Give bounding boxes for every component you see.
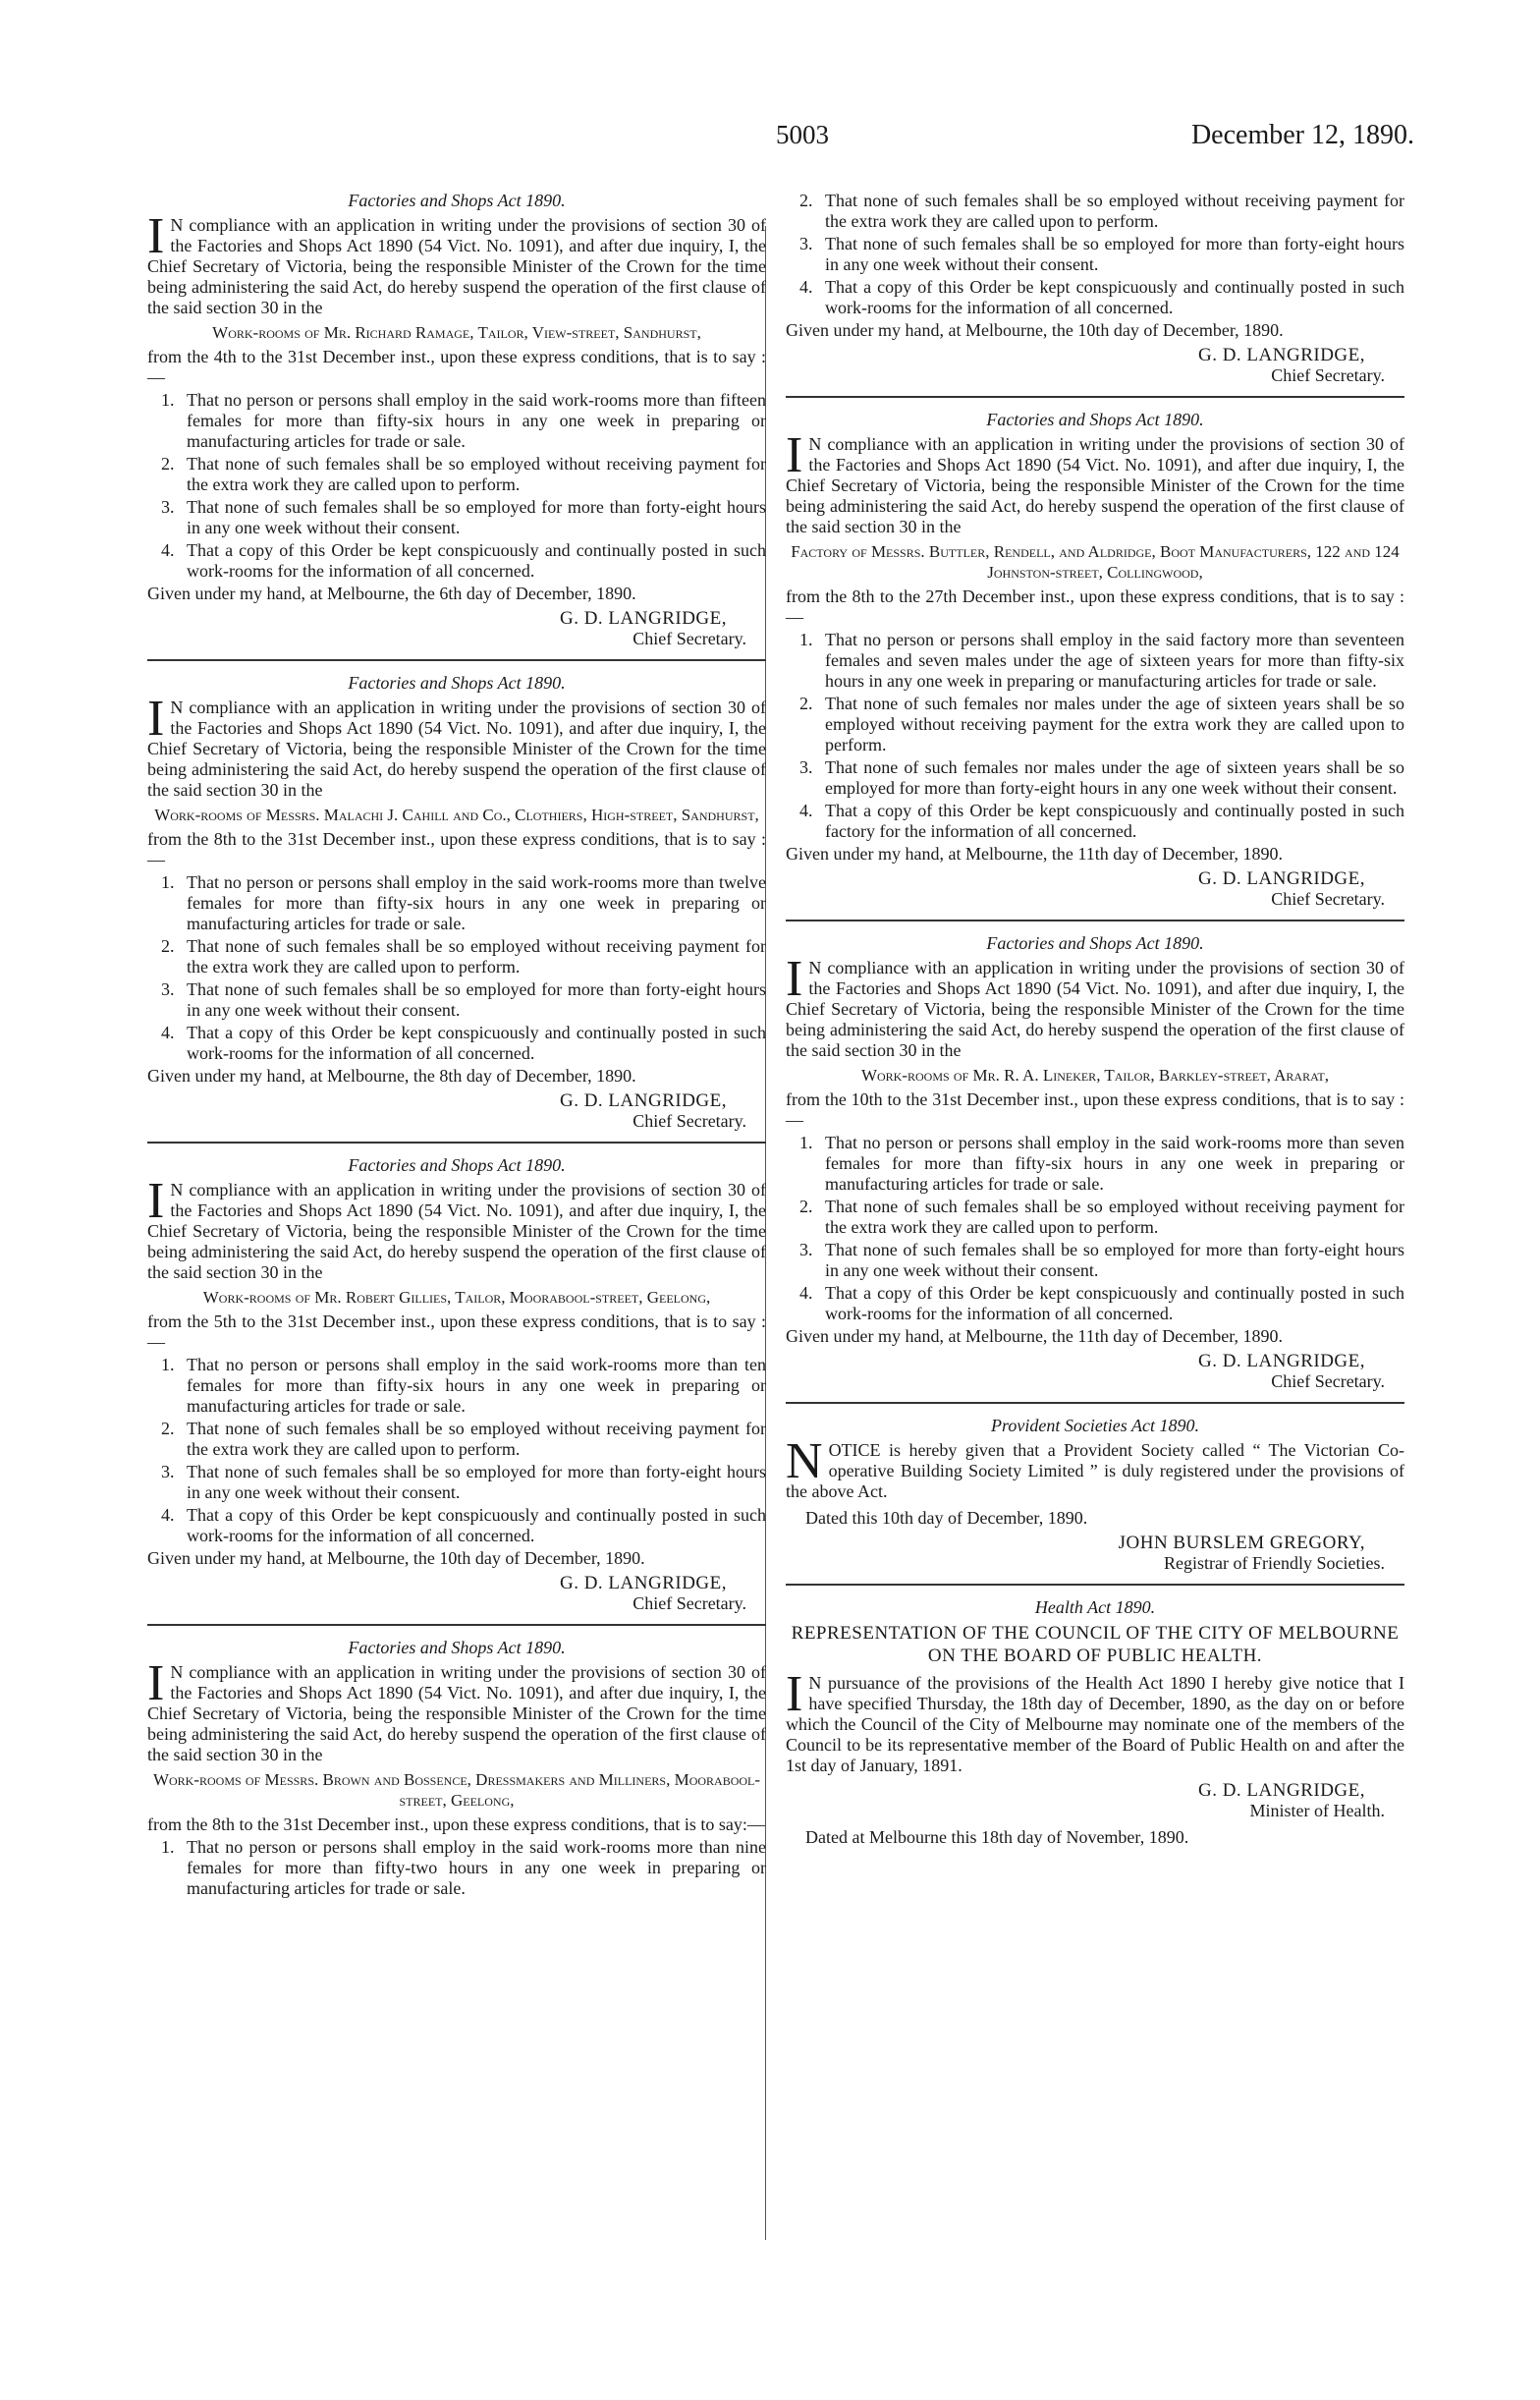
- condition-item: [786, 801, 1404, 842]
- notice: [147, 1638, 766, 1899]
- condition-number: 2.: [799, 694, 813, 713]
- condition-text: That none of such females shall be so employed without receiving payment for the extra work they are called upon to perform.: [825, 1197, 1404, 1237]
- condition-text: That a copy of this Order be kept conspicuously and continually posted in such work-rooms for the information of all concerned.: [187, 540, 766, 581]
- conditions-period: from the 5th to the 31st December inst., upon these express conditions, that is to say :—: [147, 1312, 766, 1352]
- conditions-period: from the 8th to the 27th December inst., upon these express conditions, that is to say :—: [786, 586, 1404, 627]
- signatory-role: Chief Secretary.: [1271, 889, 1385, 909]
- condition-number: 1.: [799, 630, 813, 649]
- condition-number: 1.: [161, 390, 175, 410]
- drop-cap: I: [147, 1655, 165, 1711]
- right-column: [786, 189, 1404, 1858]
- conditions-period: from the 4th to the 31st December inst., upon these express conditions, that is to say :—: [147, 347, 766, 387]
- notice-intro: [786, 1666, 1404, 1776]
- condition-item: [147, 390, 766, 452]
- condition-item: [147, 1419, 766, 1460]
- condition-text: That none of such females nor males under the age of sixteen years shall be so employed for more than forty-eight hours in any one week without their consent.: [825, 757, 1404, 798]
- intro-text: N compliance with an application in writing under the provisions of section 30 of the Factories and Shops Act 1890 (54 Vict. No. 1091), and after due inquiry, I, the Chief Secretary of Victoria, being the responsible Minister of the Crown for the time being administering the said Act, do hereby suspend the operation of the first clause of the said section 30 in the: [786, 958, 1404, 1060]
- notice-intro: [147, 208, 766, 318]
- condition-item: [786, 277, 1404, 318]
- condition-text: That no person or persons shall employ in the said work-rooms more than fifteen females for more than fifty-six hours in any one week in preparing or manufacturing articles for trade or sale.: [187, 390, 766, 451]
- condition-text: That none of such females shall be so employed without receiving payment for the extra work they are called upon to perform.: [187, 1419, 766, 1459]
- signatory-role: Registrar of Friendly Societies.: [1164, 1553, 1385, 1573]
- drop-cap: I: [786, 1666, 803, 1722]
- condition-item: [147, 497, 766, 538]
- condition-text: That none of such females nor males under the age of sixteen years shall be so employed without receiving payment for the extra work they are called upon to perform.: [825, 694, 1404, 754]
- notice-intro: [786, 1433, 1404, 1502]
- intro-text: N compliance with an application in writing under the provisions of section 30 of the Factories and Shops Act 1890 (54 Vict. No. 1091), and after due inquiry, I, the Chief Secretary of Victoria, being the responsible Minister of the Crown for the time being administering the said Act, do hereby suspend the operation of the first clause of the said section 30 in the: [147, 698, 766, 800]
- notice: [786, 191, 1404, 386]
- notice-separator: [786, 920, 1404, 921]
- page-header: [147, 120, 1414, 163]
- signatory-role: Chief Secretary.: [632, 1593, 746, 1613]
- condition-item: [786, 1240, 1404, 1281]
- given-line: Given under my hand, at Melbourne, the 8th day of December, 1890.: [147, 1066, 636, 1086]
- notice: [147, 673, 766, 1132]
- intro-text: N pursuance of the provisions of the Health Act 1890 I hereby give notice that I have specified Thursday, the 18th day of December, 1890, as the day on or before which the Council of the City of Melbourne may nominate one of the members of the Council to be its representative member of the Board of Public Health on and after the 1st day of January, 1891.: [786, 1673, 1404, 1775]
- condition-item: [147, 1355, 766, 1417]
- notice: [147, 1155, 766, 1614]
- dated-line: Dated this 10th day of December, 1890.: [805, 1508, 1088, 1528]
- act-title: Factories and Shops Act 1890.: [348, 1155, 566, 1175]
- condition-number: 4.: [799, 801, 813, 820]
- condition-text: That no person or persons shall employ in the said work-rooms more than seven females for more than fifty-six hours in any one week in preparing or manufacturing articles for trade or sale.: [825, 1133, 1404, 1194]
- condition-item: [786, 234, 1404, 275]
- condition-number: 4.: [161, 1023, 175, 1042]
- condition-text: That a copy of this Order be kept conspicuously and continually posted in such work-rooms for the information of all concerned.: [187, 1505, 766, 1545]
- act-title: Health Act 1890.: [1034, 1597, 1156, 1617]
- signatory: G. D. LANGRIDGE,: [559, 1573, 727, 1593]
- intro-text: N compliance with an application in writing under the provisions of section 30 of the Factories and Shops Act 1890 (54 Vict. No. 1091), and after due inquiry, I, the Chief Secretary of Victoria, being the responsible Minister of the Crown for the time being administering the said Act, do hereby suspend the operation of the first clause of the said section 30 in the: [147, 1662, 766, 1764]
- notice-intro: [786, 427, 1404, 537]
- condition-number: 2.: [799, 1197, 813, 1216]
- condition-number: 3.: [161, 1462, 175, 1481]
- condition-text: That none of such females shall be so employed for more than forty-eight hours in any one week without their consent.: [825, 234, 1404, 274]
- condition-number: 1.: [161, 872, 175, 892]
- condition-number: 1.: [799, 1133, 813, 1152]
- signatory: G. D. LANGRIDGE,: [1197, 1780, 1365, 1801]
- conditions-list: [786, 1133, 1404, 1324]
- given-line: Given under my hand, at Melbourne, the 10th day of December, 1890.: [147, 1548, 645, 1568]
- notice: [147, 191, 766, 649]
- condition-number: 2.: [161, 1419, 175, 1438]
- signatory-role: Chief Secretary.: [632, 1111, 746, 1131]
- signatory-role: Chief Secretary.: [632, 629, 746, 648]
- condition-text: That none of such females shall be so employed without receiving payment for the extra work they are called upon to perform.: [187, 936, 766, 977]
- notice: [786, 933, 1404, 1392]
- intro-text: OTICE is hereby given that a Provident Society called “ The Victorian Co-operative Building Society Limited ” is duly registered under the provisions of the above Act.: [786, 1440, 1404, 1501]
- act-title: Factories and Shops Act 1890.: [348, 1638, 566, 1657]
- condition-number: 4.: [161, 540, 175, 560]
- signatory-role: Minister of Health.: [1249, 1801, 1385, 1820]
- condition-text: That none of such females shall be so employed without receiving payment for the extra work they are called upon to perform.: [825, 191, 1404, 231]
- condition-item: [147, 979, 766, 1021]
- signatory: G. D. LANGRIDGE,: [1197, 1351, 1365, 1371]
- signatory: G. D. LANGRIDGE,: [1197, 345, 1365, 365]
- notice-intro: [786, 951, 1404, 1061]
- signatory: G. D. LANGRIDGE,: [559, 608, 727, 629]
- conditions-list: [786, 191, 1404, 318]
- act-title: Factories and Shops Act 1890.: [986, 410, 1204, 429]
- notice-separator: [147, 1142, 766, 1144]
- condition-number: 3.: [161, 979, 175, 999]
- notice: [786, 1416, 1404, 1574]
- condition-text: That a copy of this Order be kept conspicuously and continually posted in such factory for the information of all concerned.: [825, 801, 1404, 841]
- premises-name: Factory of Messrs. Buttler, Rendell, and Aldridge, Boot Manufacturers, 122 and 124 Johnston-street, Collingwood,: [791, 542, 1400, 582]
- notice-separator: [786, 396, 1404, 398]
- condition-item: [786, 630, 1404, 692]
- conditions-list: [147, 872, 766, 1064]
- drop-cap: I: [147, 1173, 165, 1229]
- condition-item: [147, 1462, 766, 1503]
- condition-text: That a copy of this Order be kept conspicuously and continually posted in such work-rooms for the information of all concerned.: [825, 277, 1404, 317]
- signatory-role: Chief Secretary.: [1271, 365, 1385, 385]
- condition-item: [147, 872, 766, 934]
- drop-cap: N: [786, 1433, 823, 1489]
- conditions-period: from the 8th to the 31st December inst., upon these express conditions, that is to say:—: [147, 1814, 765, 1834]
- condition-text: That a copy of this Order be kept conspicuously and continually posted in such work-rooms for the information of all concerned.: [825, 1283, 1404, 1323]
- condition-number: 2.: [799, 191, 813, 210]
- condition-item: [147, 454, 766, 495]
- notice-intro: [147, 1655, 766, 1765]
- drop-cap: I: [147, 208, 165, 264]
- condition-text: That a copy of this Order be kept conspicuously and continually posted in such work-rooms for the information of all concerned.: [187, 1023, 766, 1063]
- given-line: Given under my hand, at Melbourne, the 11th day of December, 1890.: [786, 844, 1283, 864]
- condition-text: That no person or persons shall employ in the said work-rooms more than ten females for more than fifty-six hours in any one week in preparing or manufacturing articles for trade or sale.: [187, 1355, 766, 1416]
- condition-number: 1.: [161, 1355, 175, 1374]
- conditions-list: [147, 1837, 766, 1899]
- signatory: G. D. LANGRIDGE,: [559, 1090, 727, 1111]
- condition-item: [147, 1023, 766, 1064]
- condition-item: [786, 191, 1404, 232]
- condition-number: 3.: [161, 497, 175, 517]
- act-title: Factories and Shops Act 1890.: [348, 673, 566, 693]
- notice-separator: [147, 1624, 766, 1626]
- condition-number: 3.: [799, 757, 813, 777]
- condition-text: That none of such females shall be so employed for more than forty-eight hours in any one week without their consent.: [825, 1240, 1404, 1280]
- condition-text: That none of such females shall be so employed for more than forty-eight hours in any one week without their consent.: [187, 1462, 766, 1502]
- conditions-period: from the 8th to the 31st December inst., upon these express conditions, that is to say :—: [147, 829, 766, 869]
- premises-name: Work-rooms of Messrs. Malachi J. Cahill and Co., Clothiers, High-street, Sandhurst,: [154, 806, 759, 824]
- act-title: Factories and Shops Act 1890.: [986, 933, 1204, 953]
- page-number: 5003: [776, 120, 829, 149]
- condition-text: That no person or persons shall employ in the said factory more than seventeen females and seven males under the age of sixteen years for more than fifty-six hours in any one week in preparing or manufacturing articles for trade or sale.: [825, 630, 1404, 691]
- conditions-list: [147, 390, 766, 582]
- given-line: Given under my hand, at Melbourne, the 11th day of December, 1890.: [786, 1326, 1283, 1346]
- premises-name: Work-rooms of Mr. R. A. Lineker, Tailor, Barkley-street, Ararat,: [860, 1066, 1330, 1085]
- given-line: Given under my hand, at Melbourne, the 6th day of December, 1890.: [147, 584, 636, 603]
- notice-headline: REPRESENTATION OF THE COUNCIL OF THE CITY OF MELBOURNE ON THE BOARD OF PUBLIC HEALTH.: [791, 1623, 1400, 1666]
- condition-text: That none of such females shall be so employed for more than forty-eight hours in any one week without their consent.: [187, 497, 766, 537]
- condition-text: That no person or persons shall employ in the said work-rooms more than nine females for more than fifty-two hours in any one week in preparing or manufacturing articles for trade or sale.: [187, 1837, 766, 1898]
- premises-name: Work-rooms of Mr. Robert Gillies, Tailor, Moorabool-street, Geelong,: [202, 1288, 711, 1307]
- notice: [786, 1597, 1404, 1848]
- condition-number: 2.: [161, 454, 175, 474]
- condition-number: 4.: [161, 1505, 175, 1525]
- drop-cap: I: [786, 951, 803, 1007]
- left-column: [147, 189, 766, 1909]
- notice-intro: [147, 1173, 766, 1283]
- condition-item: [786, 1197, 1404, 1238]
- conditions-period: from the 10th to the 31st December inst., upon these express conditions, that is to say :—: [786, 1089, 1404, 1130]
- intro-text: N compliance with an application in writing under the provisions of section 30 of the Factories and Shops Act 1890 (54 Vict. No. 1091), and after due inquiry, I, the Chief Secretary of Victoria, being the responsible Minister of the Crown for the time being administering the said Act, do hereby suspend the operation of the first clause of the said section 30 in the: [147, 215, 766, 317]
- condition-text: That none of such females shall be so employed for more than forty-eight hours in any one week without their consent.: [187, 979, 766, 1020]
- given-line: Given under my hand, at Melbourne, the 10th day of December, 1890.: [786, 320, 1284, 340]
- condition-item: [147, 540, 766, 582]
- condition-number: 3.: [799, 234, 813, 253]
- notice: [786, 410, 1404, 910]
- condition-item: [786, 1283, 1404, 1324]
- signatory-role: Chief Secretary.: [1271, 1371, 1385, 1391]
- premises-name: Work-rooms of Messrs. Brown and Bossence, Dressmakers and Milliners, Moorabool-street, Geelong,: [152, 1770, 761, 1810]
- premises-name: Work-rooms of Mr. Richard Ramage, Tailor, View-street, Sandhurst,: [212, 323, 701, 342]
- intro-text: N compliance with an application in writing under the provisions of section 30 of the Factories and Shops Act 1890 (54 Vict. No. 1091), and after due inquiry, I, the Chief Secretary of Victoria, being the responsible Minister of the Crown for the time being administering the said Act, do hereby suspend the operation of the first clause of the said section 30 in the: [147, 1180, 766, 1282]
- drop-cap: I: [786, 427, 803, 483]
- condition-text: That none of such females shall be so employed without receiving payment for the extra work they are called upon to perform.: [187, 454, 766, 494]
- act-title: Provident Societies Act 1890.: [991, 1416, 1199, 1435]
- drop-cap: I: [147, 691, 165, 747]
- condition-number: 4.: [799, 277, 813, 297]
- condition-item: [786, 694, 1404, 755]
- act-title: Factories and Shops Act 1890.: [348, 191, 566, 210]
- condition-number: 2.: [161, 936, 175, 956]
- condition-text: That no person or persons shall employ in the said work-rooms more than twelve females for more than fifty-six hours in any one week in preparing or manufacturing articles for trade or sale.: [187, 872, 766, 933]
- intro-text: N compliance with an application in writing under the provisions of section 30 of the Factories and Shops Act 1890 (54 Vict. No. 1091), and after due inquiry, I, the Chief Secretary of Victoria, being the responsible Minister of the Crown for the time being administering the said Act, do hereby suspend the operation of the first clause of the said section 30 in the: [786, 434, 1404, 536]
- notice-separator: [786, 1584, 1404, 1586]
- notice-separator: [786, 1402, 1404, 1404]
- condition-item: [147, 1505, 766, 1546]
- condition-item: [786, 757, 1404, 799]
- condition-item: [147, 1837, 766, 1899]
- condition-number: 1.: [161, 1837, 175, 1857]
- condition-item: [786, 1133, 1404, 1195]
- condition-number: 4.: [799, 1283, 813, 1303]
- dated-line: Dated at Melbourne this 18th day of November, 1890.: [805, 1827, 1189, 1847]
- issue-date: December 12, 1890.: [1190, 120, 1414, 150]
- conditions-list: [147, 1355, 766, 1546]
- notice-intro: [147, 691, 766, 801]
- condition-number: 3.: [799, 1240, 813, 1259]
- notice-separator: [147, 659, 766, 661]
- conditions-list: [786, 630, 1404, 842]
- signatory: JOHN BURSLEM GREGORY,: [1118, 1533, 1365, 1553]
- condition-item: [147, 936, 766, 977]
- signatory: G. D. LANGRIDGE,: [1197, 868, 1365, 889]
